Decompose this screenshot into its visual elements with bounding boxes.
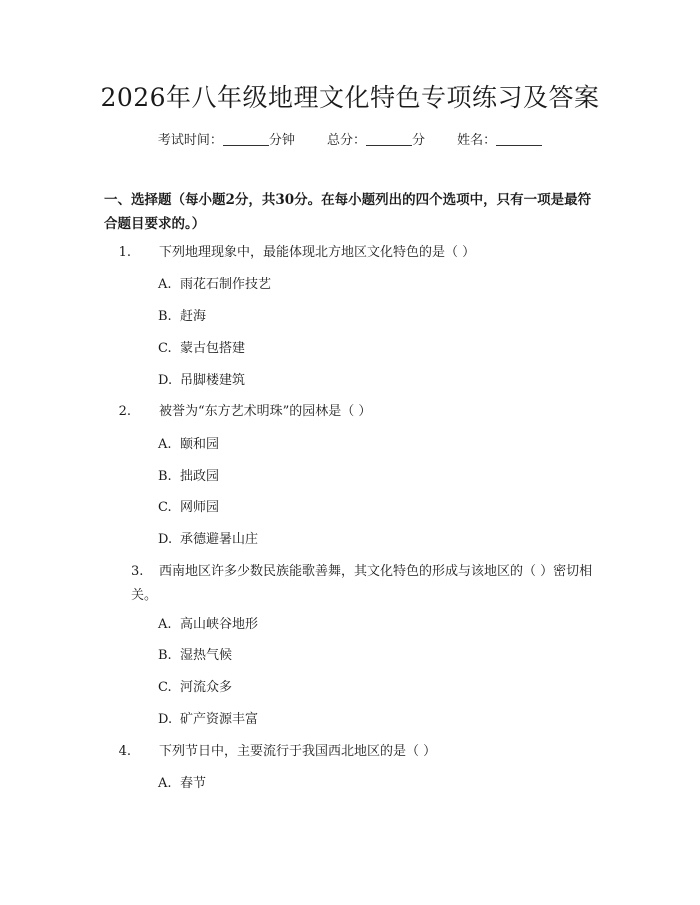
option-text: 高山峡谷地形 [180, 617, 259, 632]
question-4 [104, 740, 604, 764]
question-number: 3. [131, 564, 144, 579]
exam-info-line [0, 131, 700, 151]
option-text: 赶海 [180, 309, 207, 324]
option-text: 颐和园 [180, 437, 220, 452]
name-label: 姓名： [457, 133, 497, 148]
exam-time-field [158, 131, 295, 151]
option-text: 雨花石制作技艺 [180, 277, 272, 292]
option-2b[interactable] [158, 466, 219, 488]
option-letter: A. [158, 617, 172, 632]
option-letter: A. [158, 277, 172, 292]
option-3c[interactable] [158, 677, 232, 699]
question-number: 2. [118, 404, 131, 419]
question-text: 下列地理现象中，最能体现北方地区文化特色的是（ ） [159, 245, 476, 260]
option-2c[interactable] [158, 497, 219, 519]
option-text: 河流众多 [180, 680, 233, 695]
option-text: 承德避暑山庄 [180, 532, 259, 547]
question-1 [104, 241, 604, 265]
option-text: 蒙古包搭建 [180, 341, 246, 356]
option-1c[interactable] [158, 338, 245, 360]
total-score-field [327, 131, 425, 151]
total-score-label: 总分： [326, 133, 366, 148]
option-letter: A. [158, 437, 172, 452]
option-2d[interactable] [158, 529, 258, 551]
option-3a[interactable] [158, 614, 258, 636]
option-letter: A. [158, 776, 172, 791]
option-letter: D. [158, 712, 173, 727]
exam-time-unit: 分钟 [268, 133, 295, 148]
option-text: 拙政园 [180, 469, 220, 484]
option-3b[interactable] [158, 645, 232, 667]
option-2a[interactable] [158, 434, 219, 456]
option-4a[interactable] [158, 773, 206, 795]
total-score-unit: 分 [412, 133, 426, 148]
option-letter: B. [158, 469, 172, 484]
option-3d[interactable] [158, 709, 258, 731]
name-blank[interactable] [496, 131, 542, 146]
option-letter: D. [158, 373, 173, 388]
option-1a[interactable] [158, 274, 271, 296]
option-text: 网师园 [180, 500, 220, 515]
option-1b[interactable] [158, 306, 206, 328]
option-text: 春节 [180, 776, 207, 791]
page-title: 2026年八年级地理文化特色专项练习及答案 [100, 83, 600, 112]
question-number: 4. [118, 744, 131, 759]
option-letter: C. [158, 500, 172, 515]
option-text: 矿产资源丰富 [180, 712, 259, 727]
option-letter: B. [158, 648, 172, 663]
option-letter: D. [158, 532, 173, 547]
question-3 [131, 560, 604, 608]
total-score-blank[interactable] [366, 131, 412, 146]
question-text: 西南地区许多少数民族能歌善舞，其文化特色的形成与该地区的（ ）密切相关。 [131, 564, 593, 603]
exam-time-blank[interactable] [223, 131, 269, 146]
exam-time-label: 考试时间： [157, 133, 223, 148]
option-letter: C. [158, 680, 172, 695]
option-text: 湿热气候 [180, 648, 233, 663]
option-text: 吊脚楼建筑 [180, 373, 246, 388]
question-2 [104, 400, 604, 424]
option-letter: B. [158, 309, 172, 324]
name-field [457, 131, 542, 151]
option-letter: C. [158, 341, 172, 356]
option-1d[interactable] [158, 370, 245, 392]
question-number: 1. [118, 245, 131, 260]
question-text: 被誉为“东方艺术明珠”的园林是（ ） [159, 404, 372, 419]
section-heading: 一、选择题（每小题2分，共30分。在每小题列出的四个选项中，只有一项是最符合题目要求的。） [104, 192, 592, 232]
question-text: 下列节日中，主要流行于我国西北地区的是（ ） [159, 744, 437, 759]
